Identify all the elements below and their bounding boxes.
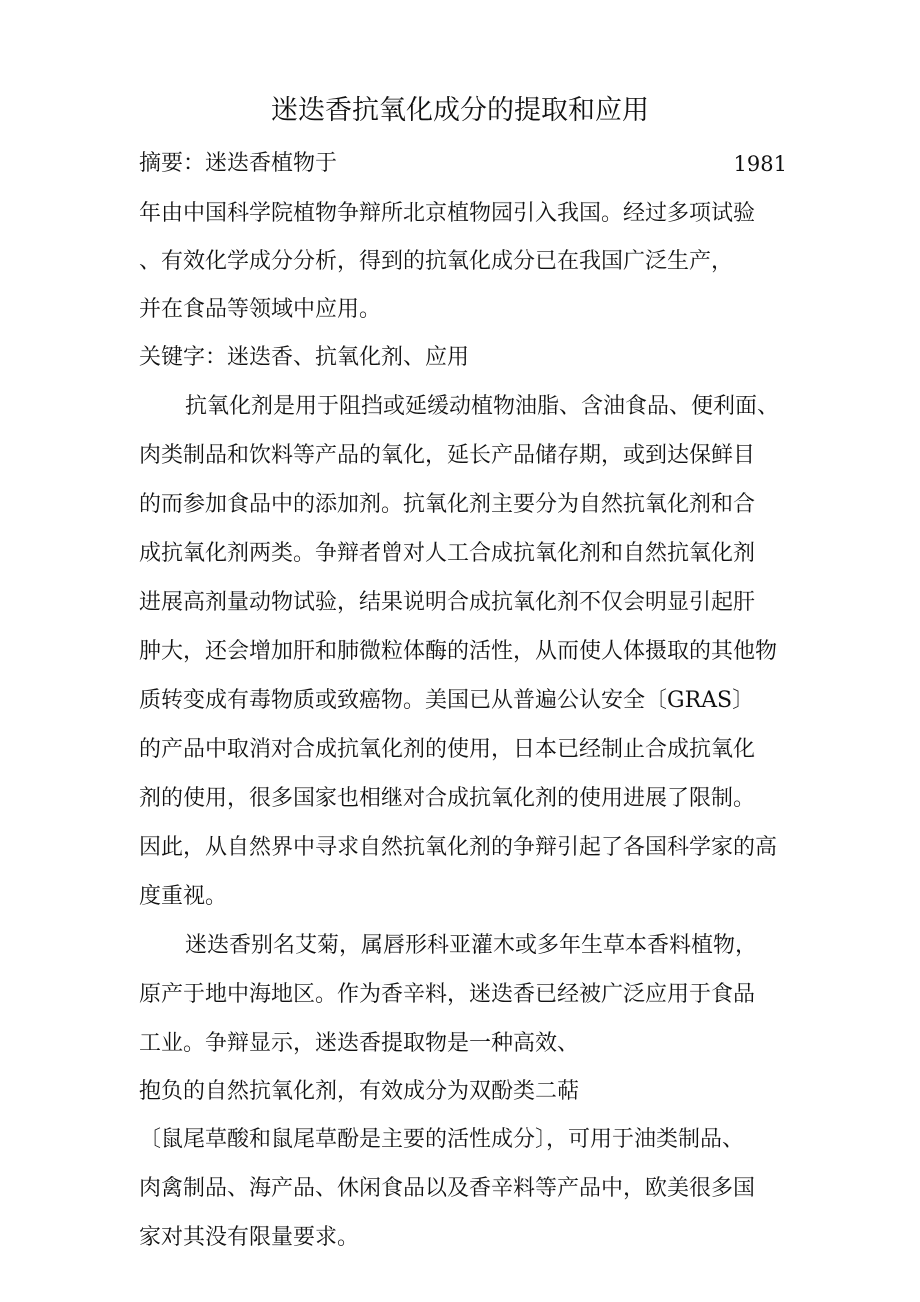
paragraph-2-line: 工业。争辩显示，迷迭香提取物是一种高效、 xyxy=(139,1031,580,1056)
paragraph-1-line: 的产品中取消对合成抗氧化剂的使用，日本已经制止合成抗氧化 xyxy=(139,737,756,762)
paragraph-2-line: 肉禽制品、海产品、休闲食品以及香辛料等产品中，欧美很多国 xyxy=(139,1176,756,1201)
abstract-line: 并在食品等领域中应用。 xyxy=(139,297,382,322)
paragraph-1-line: 剂的使用，很多国家也相继对合成抗氧化剂的使用进展了限制。 xyxy=(139,786,756,811)
document-title: 迷迭香抗氧化成分的提取和应用 xyxy=(271,95,649,126)
paragraph-2-line: 〔鼠尾草酸和鼠尾草酚是主要的活性成分〕，可用于油类制品、 xyxy=(139,1127,745,1152)
abstract-line: 年由中国科学院植物争辩所北京植物园引入我国。经过多项试验 xyxy=(139,201,756,226)
paragraph-1-line: 肉类制品和饮料等产品的氧化，延长产品储存期，或到达保鲜目 xyxy=(139,443,756,468)
paragraph-2-line: 迷迭香别名艾菊，属唇形科亚灌木或多年生草本香料植物， xyxy=(185,933,758,958)
paragraph-2-line: 抱负的自然抗氧化剂，有效成分为双酚类二萜 xyxy=(139,1079,580,1104)
paragraph-2-line: 原产于地中海地区。作为香辛料，迷迭香已经被广泛应用于食品 xyxy=(139,982,756,1007)
abstract-year: 1981 xyxy=(733,152,787,176)
keywords-line: 关键字：迷迭香、抗氧化剂、应用 xyxy=(139,345,470,370)
paragraph-1-line: 成抗氧化剂两类。争辩者曾对人工合成抗氧化剂和自然抗氧化剂 xyxy=(139,541,756,566)
paragraph-1-line: 度重视。 xyxy=(139,884,228,909)
paragraph-1-line: 的而参加食品中的添加剂。抗氧化剂主要分为自然抗氧化剂和合 xyxy=(139,492,756,517)
paragraph-1-line: 因此，从自然界中寻求自然抗氧化剂的争辩引起了各国科学家的高 xyxy=(139,835,778,860)
abstract-line: 、有效化学成分分析，得到的抗氧化成分已在我国广泛生产， xyxy=(139,249,734,274)
abstract-lead: 摘要：迷迭香植物于 xyxy=(139,151,338,176)
paragraph-1-line: 抗氧化剂是用于阻挡或延缓动植物油脂、含油食品、便利面、 xyxy=(185,394,780,419)
paragraph-1-line: 进展高剂量动物试验，结果说明合成抗氧化剂不仅会明显引起肝 xyxy=(139,590,756,615)
paragraph-2-line: 家对其没有限量要求。 xyxy=(139,1225,360,1250)
paragraph-1-line: 质转变成有毒物质或致癌物。美国已从普遍公认安全〔GRAS〕 xyxy=(139,688,755,713)
paragraph-1-line: 肿大，还会增加肝和肺微粒体酶的活性，从而使人体摄取的其他物 xyxy=(139,639,778,664)
